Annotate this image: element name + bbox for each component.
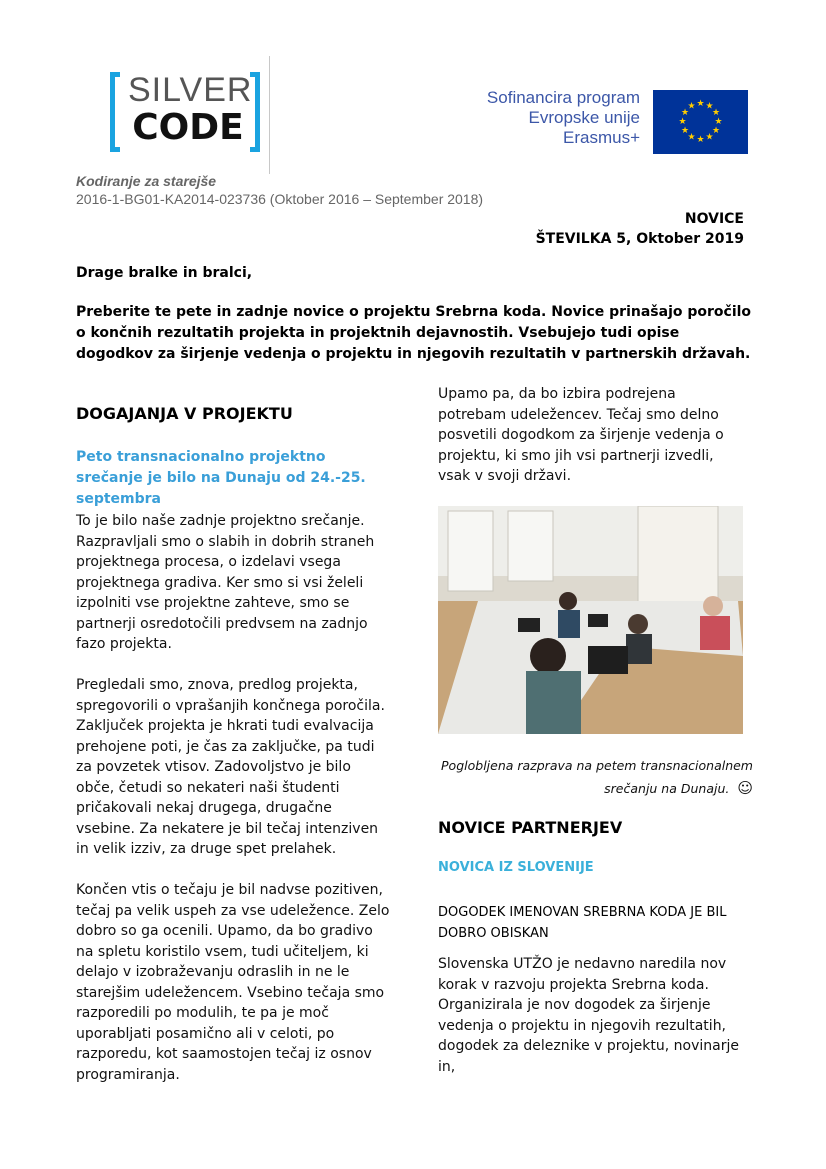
eu-line-2: Evropske unije bbox=[528, 108, 640, 127]
svg-text:★: ★ bbox=[680, 126, 690, 136]
section-title-partner-news: NOVICE PARTNERJEV bbox=[438, 818, 623, 837]
article-title: Peto transnacionalno projektno srečanje je bilo na Dunaju od 24.-25. septembra bbox=[76, 449, 366, 507]
meeting-photo bbox=[438, 506, 743, 734]
smiley-icon: ☺ bbox=[737, 779, 753, 797]
section-title-project-events: DOGAJANJA V PROJEKTU bbox=[76, 404, 293, 423]
svg-text:★: ★ bbox=[680, 108, 690, 118]
svg-text:★: ★ bbox=[711, 126, 721, 136]
meeting-photo-icon bbox=[438, 506, 743, 734]
svg-text:★: ★ bbox=[687, 101, 696, 112]
eu-line-3: Erasmus+ bbox=[563, 128, 640, 147]
logo-bracket-right bbox=[250, 72, 260, 152]
issue-number: ŠTEVILKA 5, Oktober 2019 bbox=[535, 231, 744, 247]
svg-text:★: ★ bbox=[705, 101, 714, 112]
svg-text:★: ★ bbox=[711, 108, 721, 118]
svg-text:★: ★ bbox=[714, 117, 723, 127]
logo-bottom-text: CODE bbox=[132, 107, 244, 148]
logo-top-text: SILVER bbox=[128, 71, 253, 109]
svg-text:★: ★ bbox=[705, 132, 714, 143]
logo-divider bbox=[269, 56, 270, 174]
svg-text:★: ★ bbox=[696, 99, 705, 109]
intro-paragraph: Preberite te pete in zadnje novice o projektu Srebrna koda. Novice prinašajo poročilo o končnih rezultatih projekta in projektnih dejavnostih. Vsebujejo tudi opise dogodkov za širjenje vedenja o projektu in njegovih rezultatih v partnerskih državah. bbox=[76, 304, 752, 362]
svg-text:★: ★ bbox=[696, 135, 705, 145]
eu-flag-icon bbox=[653, 90, 748, 154]
salutation: Drage bralke in bralci, bbox=[76, 265, 253, 281]
paragraph-3: Končen vtis o tečaju je bil nadvse pozitiven, tečaj pa velik uspeh za vse udeležence. Zelo dobro so ga ocenili. Upamo, da bo gradivo na spletu koristilo vsem, tudi učiteljem, ki delajo v izobraževanju odraslih in ne le starejšim udeležencem. Vsebino tečaja smo razporedili po modulih, te pa je moč uporabljati posamično ali v celoti, po razporedu, kot saamostojen tečaj iz osnov programiranja. bbox=[76, 882, 390, 1083]
photo-caption bbox=[420, 755, 753, 800]
issue-label: NOVICE bbox=[684, 211, 744, 227]
project-subtitle: Kodiranje za starejše bbox=[76, 173, 217, 189]
event-text: Slovenska UTŽO je nedavno naredila nov korak v razvoju projekta Srebrna koda. Organizirala je nov dogodek za širjenje vedenja o projektu in njegovih rezultatih, dogodek za deleznike v projektu, novinarje in, bbox=[438, 956, 739, 1075]
logo-bracket-left bbox=[110, 72, 120, 152]
left-column-body bbox=[76, 511, 392, 1085]
paragraph-1: To je bilo naše zadnje projektno srečanje. Razpravljali smo o slabih in dobrih straneh projektnega procesa, o izdelavi vsega projektnega gradiva. Ker smo si vsi želeli izpolniti vse projektne zahteve, smo se partnerji osredotočili predvsem na zadnjo fazo projekta. bbox=[76, 513, 375, 652]
slovenia-news-title: NOVICA IZ SLOVENIJE bbox=[438, 860, 594, 875]
issue-info bbox=[536, 209, 744, 249]
svg-text:★: ★ bbox=[687, 132, 696, 143]
event-title: DOGODEK IMENOVAN SREBRNA KODA JE BIL DOBRO OBISKAN bbox=[438, 905, 727, 941]
silver-code-logo bbox=[100, 56, 270, 160]
caption-line-1: Poglobljena razprava na petem transnacionalnem bbox=[441, 758, 753, 773]
eu-funding-text bbox=[440, 88, 640, 148]
paragraph-2: Pregledali smo, znova, predlog projekta, spregovorili o vprašanjih končnega poročila. Zaključek projekta je hkrati tudi evalvacija prehojene poti, je čas za zaključke, pa tudi za povzetek vtisov. Zadovoljstvo je bilo obče, četudi so nekateri naši študenti pričakovali nekaj drugega, drugačne vsebine. Za nekatere je bil tečaj intenziven in velik izziv, za druge spet prelahek. bbox=[76, 677, 385, 857]
eu-stars-icon bbox=[653, 90, 748, 154]
svg-text:★: ★ bbox=[678, 117, 687, 127]
right-column-top-text: Upamo pa, da bo izbira podrejena potrebam udeležencev. Tečaj smo delno posvetili dogodkom za širjenje vedenja o projektu, ki smo jih vsi partnerji izvedli, vsak v svoji državi. bbox=[438, 386, 724, 484]
eu-line-1: Sofinancira program bbox=[486, 88, 640, 107]
project-code: 2016-1-BG01-KA2014-023736 (Oktober 2016 – September 2018) bbox=[76, 191, 484, 207]
caption-line-2: srečanju na Dunaju. ☺ bbox=[604, 779, 753, 797]
